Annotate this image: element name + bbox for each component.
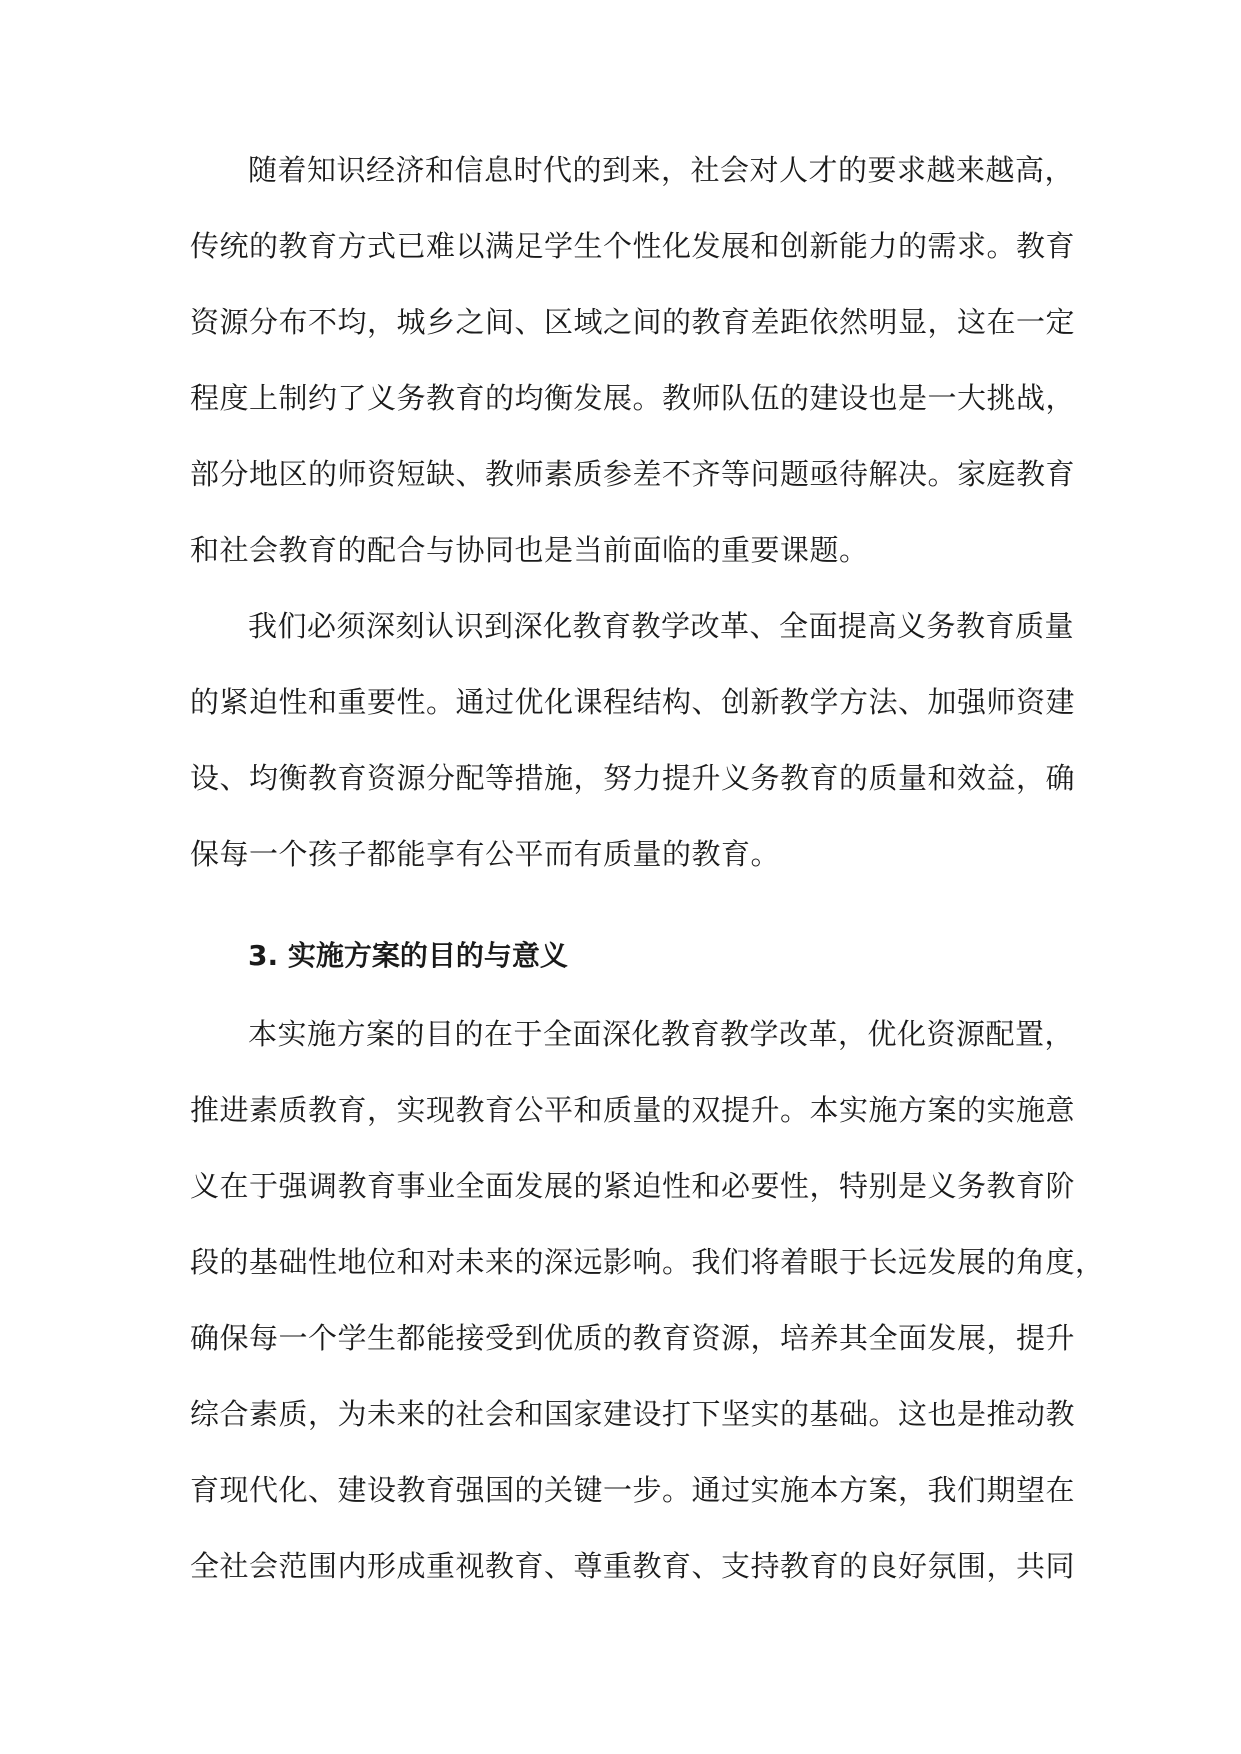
paragraph-line: 传统的教育方式已难以满足学生个性化发展和创新能力的需求。教育: [190, 229, 1076, 263]
section-heading: 3. 实施方案的目的与意义: [248, 939, 568, 972]
paragraph-line: 保每一个孩子都能享有公平而有质量的教育。: [190, 837, 781, 871]
paragraph-line: 段的基础性地位和对未来的深远影响。我们将着眼于长远发展的角度，: [190, 1245, 1105, 1279]
paragraph-line: 本实施方案的目的在于全面深化教育教学改革，优化资源配置，: [248, 1017, 1075, 1051]
paragraph-line: 资源分布不均，城乡之间、区域之间的教育差距依然明显，这在一定: [190, 305, 1076, 339]
paragraph-line: 程度上制约了义务教育的均衡发展。教师队伍的建设也是一大挑战，: [190, 381, 1076, 415]
paragraph-line: 我们必须深刻认识到深化教育教学改革、全面提高义务教育质量: [248, 609, 1075, 643]
paragraph-line: 的紧迫性和重要性。通过优化课程结构、创新教学方法、加强师资建: [190, 685, 1076, 719]
paragraph-line: 设、均衡教育资源分配等措施，努力提升义务教育的质量和效益，确: [190, 761, 1076, 795]
paragraph-line: 全社会范围内形成重视教育、尊重教育、支持教育的良好氛围，共同: [190, 1549, 1076, 1583]
paragraph-line: 推进素质教育，实现教育公平和质量的双提升。本实施方案的实施意: [190, 1093, 1076, 1127]
paragraph-line: 和社会教育的配合与协同也是当前面临的重要课题。: [190, 533, 869, 567]
paragraph-line: 综合素质，为未来的社会和国家建设打下坚实的基础。这也是推动教: [190, 1397, 1076, 1431]
paragraph-line: 育现代化、建设教育强国的关键一步。通过实施本方案，我们期望在: [190, 1473, 1076, 1507]
paragraph-line: 确保每一个学生都能接受到优质的教育资源，培养其全面发展，提升: [190, 1321, 1076, 1355]
paragraph-line: 部分地区的师资短缺、教师素质参差不齐等问题亟待解决。家庭教育: [190, 457, 1076, 491]
paragraph-line: 随着知识经济和信息时代的到来，社会对人才的要求越来越高，: [248, 153, 1075, 187]
paragraph-line: 义在于强调教育事业全面发展的紧迫性和必要性，特别是义务教育阶: [190, 1169, 1076, 1203]
